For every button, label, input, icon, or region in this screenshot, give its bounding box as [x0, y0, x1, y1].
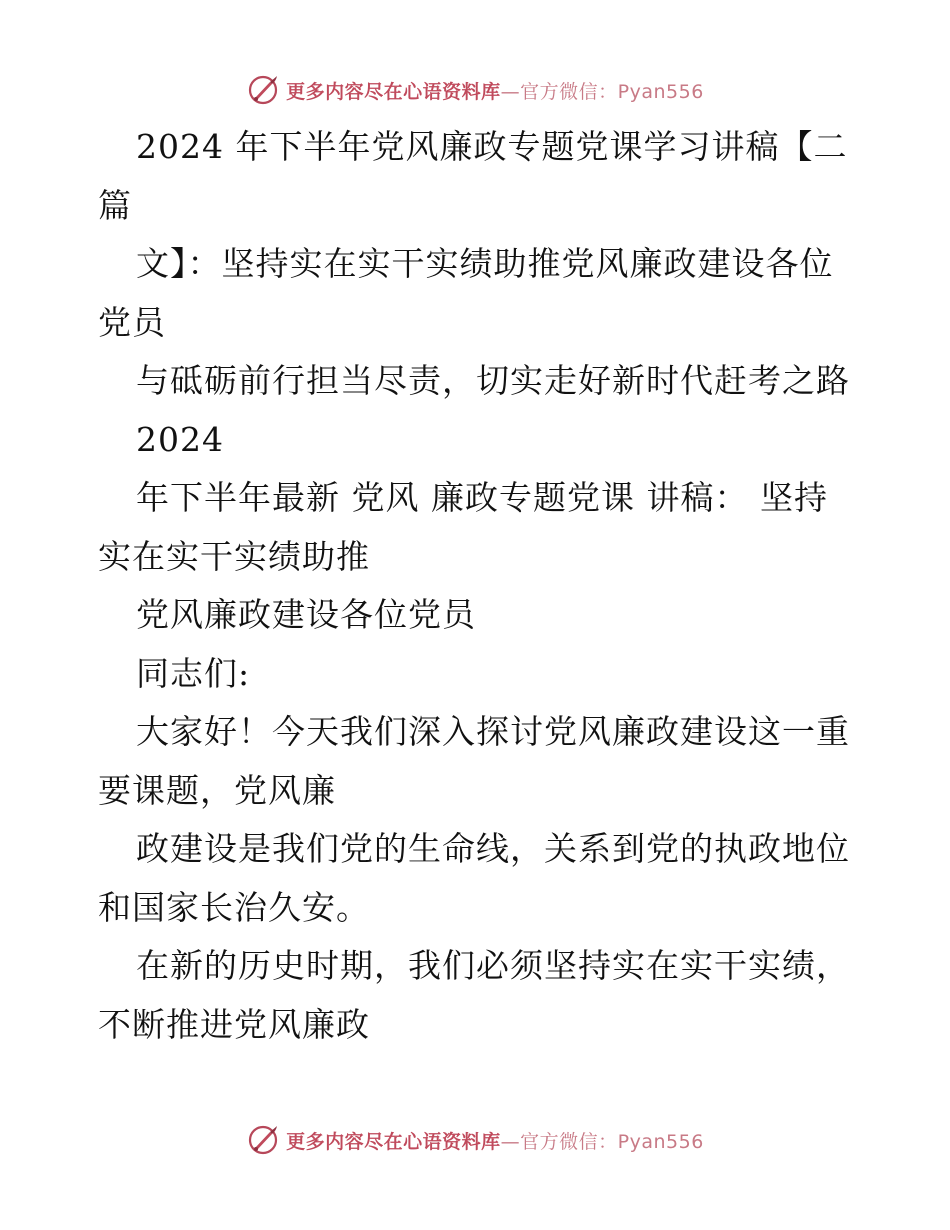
doc-line: 与砥砺前行担当尽责，切实走好新时代赶考之路 — [136, 361, 850, 400]
document-body — [98, 118, 858, 1054]
doc-line: 文】：坚持实在实干实绩助推党风廉政建设各位 — [136, 244, 834, 283]
banner-lead: 更多内容尽在心语资料库 — [286, 1130, 501, 1153]
quill-pen-logo-icon — [246, 73, 280, 107]
doc-line: 大家好！今天我们深入探讨党风廉政建设这一重 — [136, 712, 850, 751]
doc-line: 同志们: — [136, 653, 251, 693]
doc-line: 不断推进党风廉政 — [98, 1004, 370, 1044]
doc-line: 实在实干实绩助推 — [98, 536, 370, 576]
footer-banner — [0, 1120, 950, 1160]
doc-line: 2024 年下半年党风廉政专题党课学习讲稿【二 — [136, 127, 848, 166]
doc-line: 篇 — [98, 185, 132, 225]
banner-text — [286, 77, 704, 104]
banner-tail: —官方微信：Pyan556 — [500, 80, 704, 103]
doc-line: 要课题，党风廉 — [98, 770, 336, 810]
doc-line: 党员 — [98, 302, 166, 342]
doc-line: 2024 — [136, 419, 224, 459]
doc-line: 政建设是我们党的生命线，关系到党的执政地位 — [136, 829, 850, 868]
quill-pen-logo-icon — [246, 1123, 280, 1157]
doc-line: 年下半年最新 党风 廉政专题党课 讲稿： 坚持 — [136, 478, 828, 517]
doc-line: 在新的历史时期，我们必须坚持实在实干实绩， — [136, 946, 850, 985]
banner-lead: 更多内容尽在心语资料库 — [286, 80, 501, 103]
header-banner — [0, 70, 950, 110]
banner-text — [286, 1127, 704, 1154]
banner-tail: —官方微信：Pyan556 — [500, 1130, 704, 1153]
doc-line: 和国家长治久安。 — [98, 887, 370, 927]
doc-line: 党风廉政建设各位党员 — [136, 595, 476, 634]
